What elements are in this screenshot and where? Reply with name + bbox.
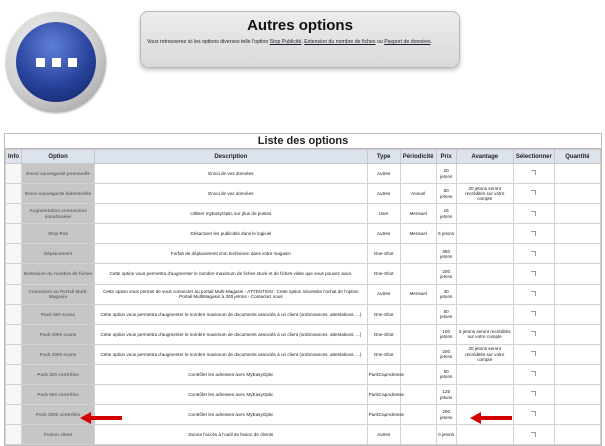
info-cell [6,244,22,264]
info-cell [6,184,22,204]
info-cell [6,284,22,304]
type: Autres [367,184,400,204]
avantage [456,364,513,384]
table-row [6,324,601,344]
avantage [456,284,513,304]
description: Donne l'accès à l'outil de fusion de clients [95,425,367,445]
info-cell [6,425,22,445]
option-name: Connexion au Portail Multi-Magasin [22,284,95,304]
prix: 5 jetons [436,224,456,244]
quantity-cell [554,324,600,344]
info-cell [6,164,22,184]
link-extension-fiches[interactable]: Extension du nombre de fiches [304,39,376,45]
prix: 20 jetons [436,164,456,184]
select-checkbox[interactable] [531,211,536,216]
select-checkbox[interactable] [531,391,536,396]
option-name: Pack 200 contrôles [22,364,95,384]
quantity-cell [554,244,600,264]
link-stop-pub[interactable]: Stop Publicité [269,39,302,45]
description: Contrôler les adresses avec MyEasyOptic [95,405,367,425]
table-row [6,164,601,184]
table-row [6,184,601,204]
select-cell [513,324,554,344]
prix: 125 jetons [436,385,456,405]
prix: 30 jetons [436,284,456,304]
column-header-option: Option [22,150,95,164]
table-row [6,385,601,405]
periodicite: Mensuel [400,204,436,224]
description: Envoi de vos données [95,184,367,204]
periodicite: Mensuel [400,284,436,304]
select-checkbox[interactable] [531,432,536,437]
avantage [456,244,513,264]
description: Cette option vous permet de vous connecter au portail Multi-Magasin - ATTENTION : Cette option nécessite l'achat de l'option Portail MultiMagasin à 300 jetons - Contactez nous [95,284,367,304]
select-checkbox[interactable] [531,190,536,195]
avantage [456,425,513,445]
table-header-row [6,150,601,164]
link-paxport[interactable]: Paxport de données [384,39,431,45]
avantage [456,304,513,324]
select-checkbox[interactable] [531,331,536,336]
option-name: Stop Pub [22,224,95,244]
table-row [6,364,601,384]
quantity-cell [554,425,600,445]
select-cell [513,304,554,324]
quantity-cell [554,264,600,284]
option-name: Envoi sauvegarde ponctuelle [22,164,95,184]
hero-description: Vous retrouverez ici les options diverses telle l'option Stop Publicité, Extension du nombre de fiches ou Paxport de données. [147,39,433,45]
select-cell [513,344,554,364]
prix: 0 jetons [436,425,456,445]
type: One-Shot [367,304,400,324]
prix: 50 jetons [436,304,456,324]
select-checkbox[interactable] [531,351,536,356]
options-table-panel [4,133,602,446]
description: Forfait de déplacement d'un technicien dans votre magasin [95,244,367,264]
avantage [456,164,513,184]
select-cell [513,405,554,425]
description: Cette option vous permettra d'augmenter le nombre maximum de documents associés à un client (ordonnances, attestations, ...) [95,324,367,344]
column-header-periodicite: Périodicité [400,150,436,164]
quantity-cell [554,284,600,304]
select-checkbox[interactable] [531,231,536,236]
info-cell [6,224,22,244]
prix: 200 jetons [436,344,456,364]
type: PackCapAdresse [367,364,400,384]
select-cell [513,425,554,445]
periodicite [400,405,436,425]
prix: 60 jetons [436,364,456,384]
select-checkbox[interactable] [531,170,536,175]
option-name: Pack 500 contrôles [22,385,95,405]
select-checkbox[interactable] [531,311,536,316]
periodicite [400,324,436,344]
avantage [456,224,513,244]
quantity-cell [554,344,600,364]
table-row [6,344,601,364]
info-cell [6,405,22,425]
hero-panel [140,11,460,68]
type: One-Shot [367,264,400,284]
select-checkbox[interactable] [531,371,536,376]
option-name: Pack 500 scans [22,304,95,324]
info-cell [6,385,22,405]
info-cell [6,264,22,284]
quantity-cell [554,204,600,224]
select-cell [513,224,554,244]
type: Autres [367,425,400,445]
periodicite [400,244,436,264]
select-cell [513,184,554,204]
table-row [6,304,601,324]
info-cell [6,304,22,324]
option-name: Pack 1000 contrôles [22,405,95,425]
info-cell [6,344,22,364]
type: One-Shot [367,324,400,344]
prix: 200 jetons [436,405,456,425]
type: PackCapAdresse [367,405,400,425]
prix: 15 jetons [436,204,456,224]
arrow-fusion-price-icon [470,412,512,424]
type: One-Shot [367,344,400,364]
prix: 80 jetons [436,184,456,204]
select-cell [513,385,554,405]
avantage [456,264,513,284]
quantity-cell [554,385,600,405]
column-header-info: Info [6,150,22,164]
column-header-quantite: Quantité [554,150,600,164]
table-row [6,204,601,224]
table-title: Liste des options [5,134,601,149]
quantity-cell [554,405,600,425]
description: Cette option vous permettra d'augmenter le nombre maximum de fiches stock et de fiches visite que vous pouvez avoir. [95,264,367,284]
avantage: 20 jetons seront recrédités sur votre compte [456,184,513,204]
table-row [6,284,601,304]
table-row [6,425,601,445]
select-checkbox[interactable] [531,251,536,256]
description: Contrôler les adresses avec MyEasyOptic [95,385,367,405]
description: Envoi de vos données [95,164,367,184]
avantage [456,385,513,405]
type: User [367,204,400,224]
periodicite [400,304,436,324]
table-row [6,224,601,244]
select-cell [513,364,554,384]
description: Contrôler les adresses avec MyEasyOptic [95,364,367,384]
table-row [6,244,601,264]
option-name: Déplacement [22,244,95,264]
prix: 100 jetons [436,324,456,344]
select-checkbox[interactable] [531,291,536,296]
options-table [5,149,601,445]
column-header-selectionner: Sélectionner [513,150,554,164]
quantity-cell [554,164,600,184]
select-cell [513,204,554,224]
column-header-type: Type [367,150,400,164]
select-checkbox[interactable] [531,411,536,416]
type: Autres [367,284,400,304]
periodicite [400,385,436,405]
prix: 350 jetons [436,244,456,264]
option-name: Pack 1000 scans [22,324,95,344]
info-cell [6,324,22,344]
type: Autres [367,224,400,244]
option-name: Envoi sauvegarde bimestrielle [22,184,95,204]
page-title: Autres options [247,17,353,34]
select-cell [513,284,554,304]
periodicite [400,164,436,184]
avantage [456,204,513,224]
table-body [6,164,601,445]
option-name: Fusion client [22,425,95,445]
periodicite [400,364,436,384]
table-row [6,264,601,284]
avantage: 20 jetons seront recrédités sur votre compte [456,344,513,364]
periodicite [400,425,436,445]
column-header-avantage: Avantage [456,150,513,164]
select-cell [513,164,554,184]
arrow-fusion-option-icon [80,412,122,424]
option-name: Extension du nombre de fiches [22,264,95,284]
periodicite: Annuel [400,184,436,204]
select-checkbox[interactable] [531,271,536,276]
quantity-cell [554,304,600,324]
info-cell [6,364,22,384]
periodicite [400,344,436,364]
column-header-prix: Prix [436,150,456,164]
type: Autres [367,164,400,184]
quantity-cell [554,184,600,204]
periodicite [400,264,436,284]
type: PackCapAdresse [367,385,400,405]
menu-dots-icon [16,22,96,102]
quantity-cell [554,224,600,244]
option-name: Augmentation connexions simultanées [22,204,95,224]
app-logo [6,12,106,112]
select-cell [513,264,554,284]
option-name: Pack 2000 scans [22,344,95,364]
quantity-cell [554,364,600,384]
column-header-description: Description [95,150,367,164]
select-cell [513,244,554,264]
periodicite: Mensuel [400,224,436,244]
description: Cette option vous permettra d'augmenter le nombre maximum de documents associés à un client (ordonnances, attestations, ...) [95,304,367,324]
type: One-Shot [367,244,400,264]
description: Désactiver les publicités dans le logiciel [95,224,367,244]
description: Utiliser myEasyOptic sur plus de postes [95,204,367,224]
description: Cette option vous permettra d'augmenter le nombre maximum de documents associés à un client (ordonnances, attestations, ...) [95,344,367,364]
prix: 200 jetons [436,264,456,284]
info-cell [6,204,22,224]
avantage: 5 jetons seront recrédités sur votre compte [456,324,513,344]
